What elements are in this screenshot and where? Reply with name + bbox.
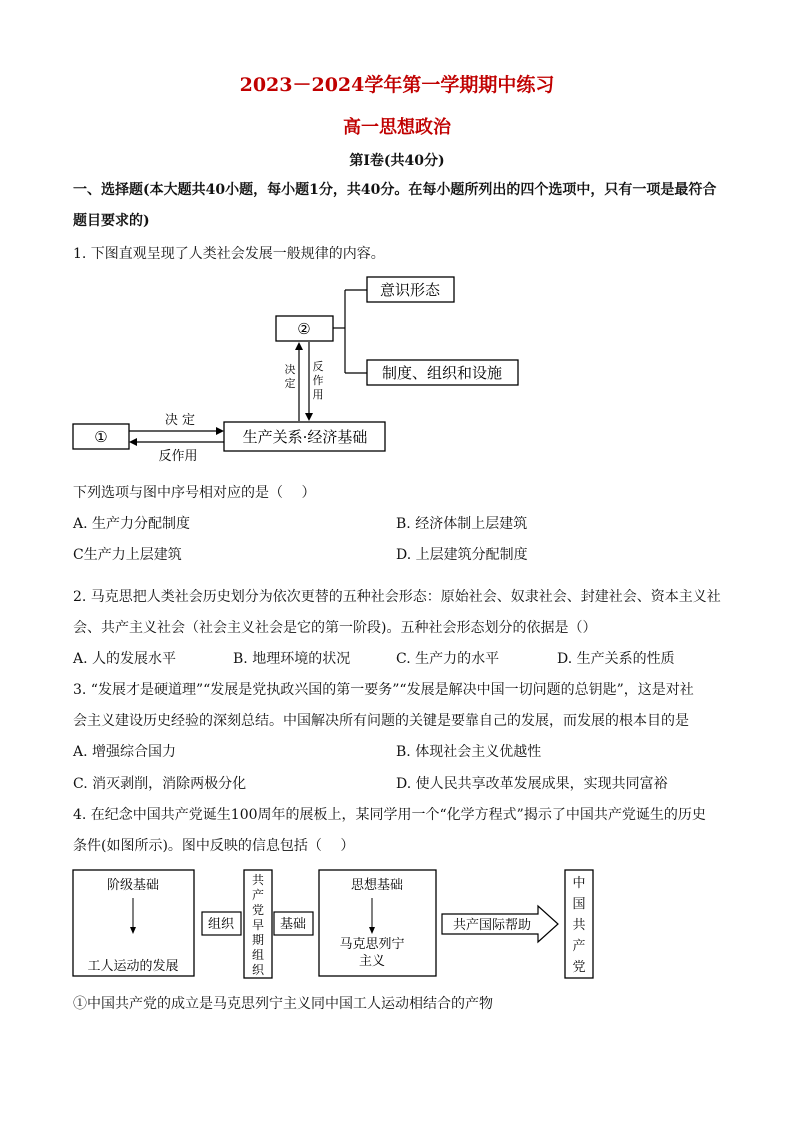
q2-option-d: D. 生产关系的性质 xyxy=(557,651,675,667)
q2-line-2: 会、共产主义社会（社会主义社会是它的第一阶段)。五种社会形态划分的依据是（） xyxy=(73,620,597,636)
decide-horizontal-label: 决 定 xyxy=(164,413,196,428)
q3-line-2: 会主义建设历史经验的深刻总结。中国解决所有问题的关键是要靠自己的发展，而发展的根本目的是 xyxy=(73,713,689,729)
marxism-label: 马克思列宁 xyxy=(339,937,405,952)
ideology-basis-label: 思想基础 xyxy=(350,878,404,893)
q1-option-b: B. 经济体制上层建筑 xyxy=(396,516,528,532)
react-horizontal-label: 反作用 xyxy=(158,449,198,464)
marxism-label: 主义 xyxy=(358,954,386,969)
section-heading: 第Ⅰ卷(共40分) xyxy=(349,153,445,169)
exam-title: 2023－2024学年第一学期期中练习 xyxy=(239,74,555,96)
early-party-char: 组 xyxy=(251,948,265,962)
instruction-line-2: 题目要求的) xyxy=(73,213,150,229)
q1-stem: 1. 下图直观呈现了人类社会发展一般规律的内容。 xyxy=(73,246,385,262)
react-vertical-char: 反 xyxy=(312,360,324,373)
arrow-head-icon xyxy=(305,413,313,421)
early-party-char: 早 xyxy=(251,918,265,932)
q4-line-2: 条件(如图所示)。图中反映的信息包括（ ） xyxy=(73,838,355,854)
q3-option-d: D. 使人民共享改革发展成果，实现共同富裕 xyxy=(396,776,668,792)
q1-option-d: D. 上层建筑分配制度 xyxy=(396,547,528,563)
early-party-char: 产 xyxy=(251,888,265,902)
cpc-char: 共 xyxy=(572,918,586,933)
early-party-char: 共 xyxy=(251,873,265,887)
q3-option-a: A. 增强综合国力 xyxy=(73,744,177,760)
cpc-char: 国 xyxy=(572,897,586,912)
react-vertical-char: 作 xyxy=(312,374,324,387)
basis-label: 基础 xyxy=(279,917,307,932)
decide-vertical-char: 决 xyxy=(284,363,296,376)
q3-option-b: B. 体现社会主义优越性 xyxy=(396,744,542,760)
q4-line-1: 4. 在纪念中国共产党诞生100周年的展板上，某同学用一个“化学方程式”揭示了中国共产党诞生的历史 xyxy=(73,807,706,823)
q1-question: 下列选项与图中序号相对应的是（ ） xyxy=(73,485,316,501)
cpc-char: 党 xyxy=(572,960,586,975)
institutions-label: 制度、组织和设施 xyxy=(381,364,503,382)
q4-diagram xyxy=(0,862,794,987)
q2-line-1: 2. 马克思把人类社会历史划分为依次更替的五种社会形态：原始社会、奴隶社会、封建社会、资本主义社 xyxy=(73,589,721,605)
exam-subtitle: 高一思想政治 xyxy=(343,117,451,138)
circle-2-label: ② xyxy=(297,320,311,338)
circle-1-label: ① xyxy=(94,428,108,446)
economic-base-label: 生产关系·经济基础 xyxy=(242,428,368,446)
q2-option-b: B. 地理环境的状况 xyxy=(233,651,351,667)
workers-movement-label: 工人运动的发展 xyxy=(87,959,179,974)
react-vertical-char: 用 xyxy=(312,388,324,401)
q3-line-1: 3. “发展才是硬道理”“发展是党执政兴国的第一要务”“发展是解决中国一切问题的总钥匙”，这是对社 xyxy=(73,682,694,698)
ideology-label: 意识形态 xyxy=(379,281,441,299)
q1-option-a: A. 生产力分配制度 xyxy=(73,516,191,532)
organization-label: 组织 xyxy=(207,917,235,932)
q1-option-c: C生产力上层建筑 xyxy=(73,547,182,563)
early-party-char: 期 xyxy=(251,933,265,947)
cpc-char: 中 xyxy=(572,876,586,891)
arrow-head-icon xyxy=(129,438,137,446)
early-party-char: 织 xyxy=(251,963,265,977)
comintern-label: 共产国际帮助 xyxy=(452,918,532,933)
q2-option-a: A. 人的发展水平 xyxy=(73,651,177,667)
arrow-head-icon xyxy=(216,427,224,435)
decide-vertical-char: 定 xyxy=(284,377,296,390)
cpc-char: 产 xyxy=(572,939,586,954)
q3-option-c: C. 消灭剥削，消除两极分化 xyxy=(73,776,247,792)
q1-diagram xyxy=(0,270,794,470)
q4-statement-1: ①中国共产党的成立是马克思列宁主义同中国工人运动相结合的产物 xyxy=(73,996,493,1012)
early-party-char: 党 xyxy=(251,903,265,917)
class-basis-label: 阶级基础 xyxy=(106,878,160,893)
instruction-line-1: 一、选择题(本大题共40小题，每小题1分，共40分。在每小题所列出的四个选项中，只有一项是最符合 xyxy=(73,182,717,198)
arrow-head-icon xyxy=(295,342,303,350)
q2-option-c: C. 生产力的水平 xyxy=(396,651,500,667)
